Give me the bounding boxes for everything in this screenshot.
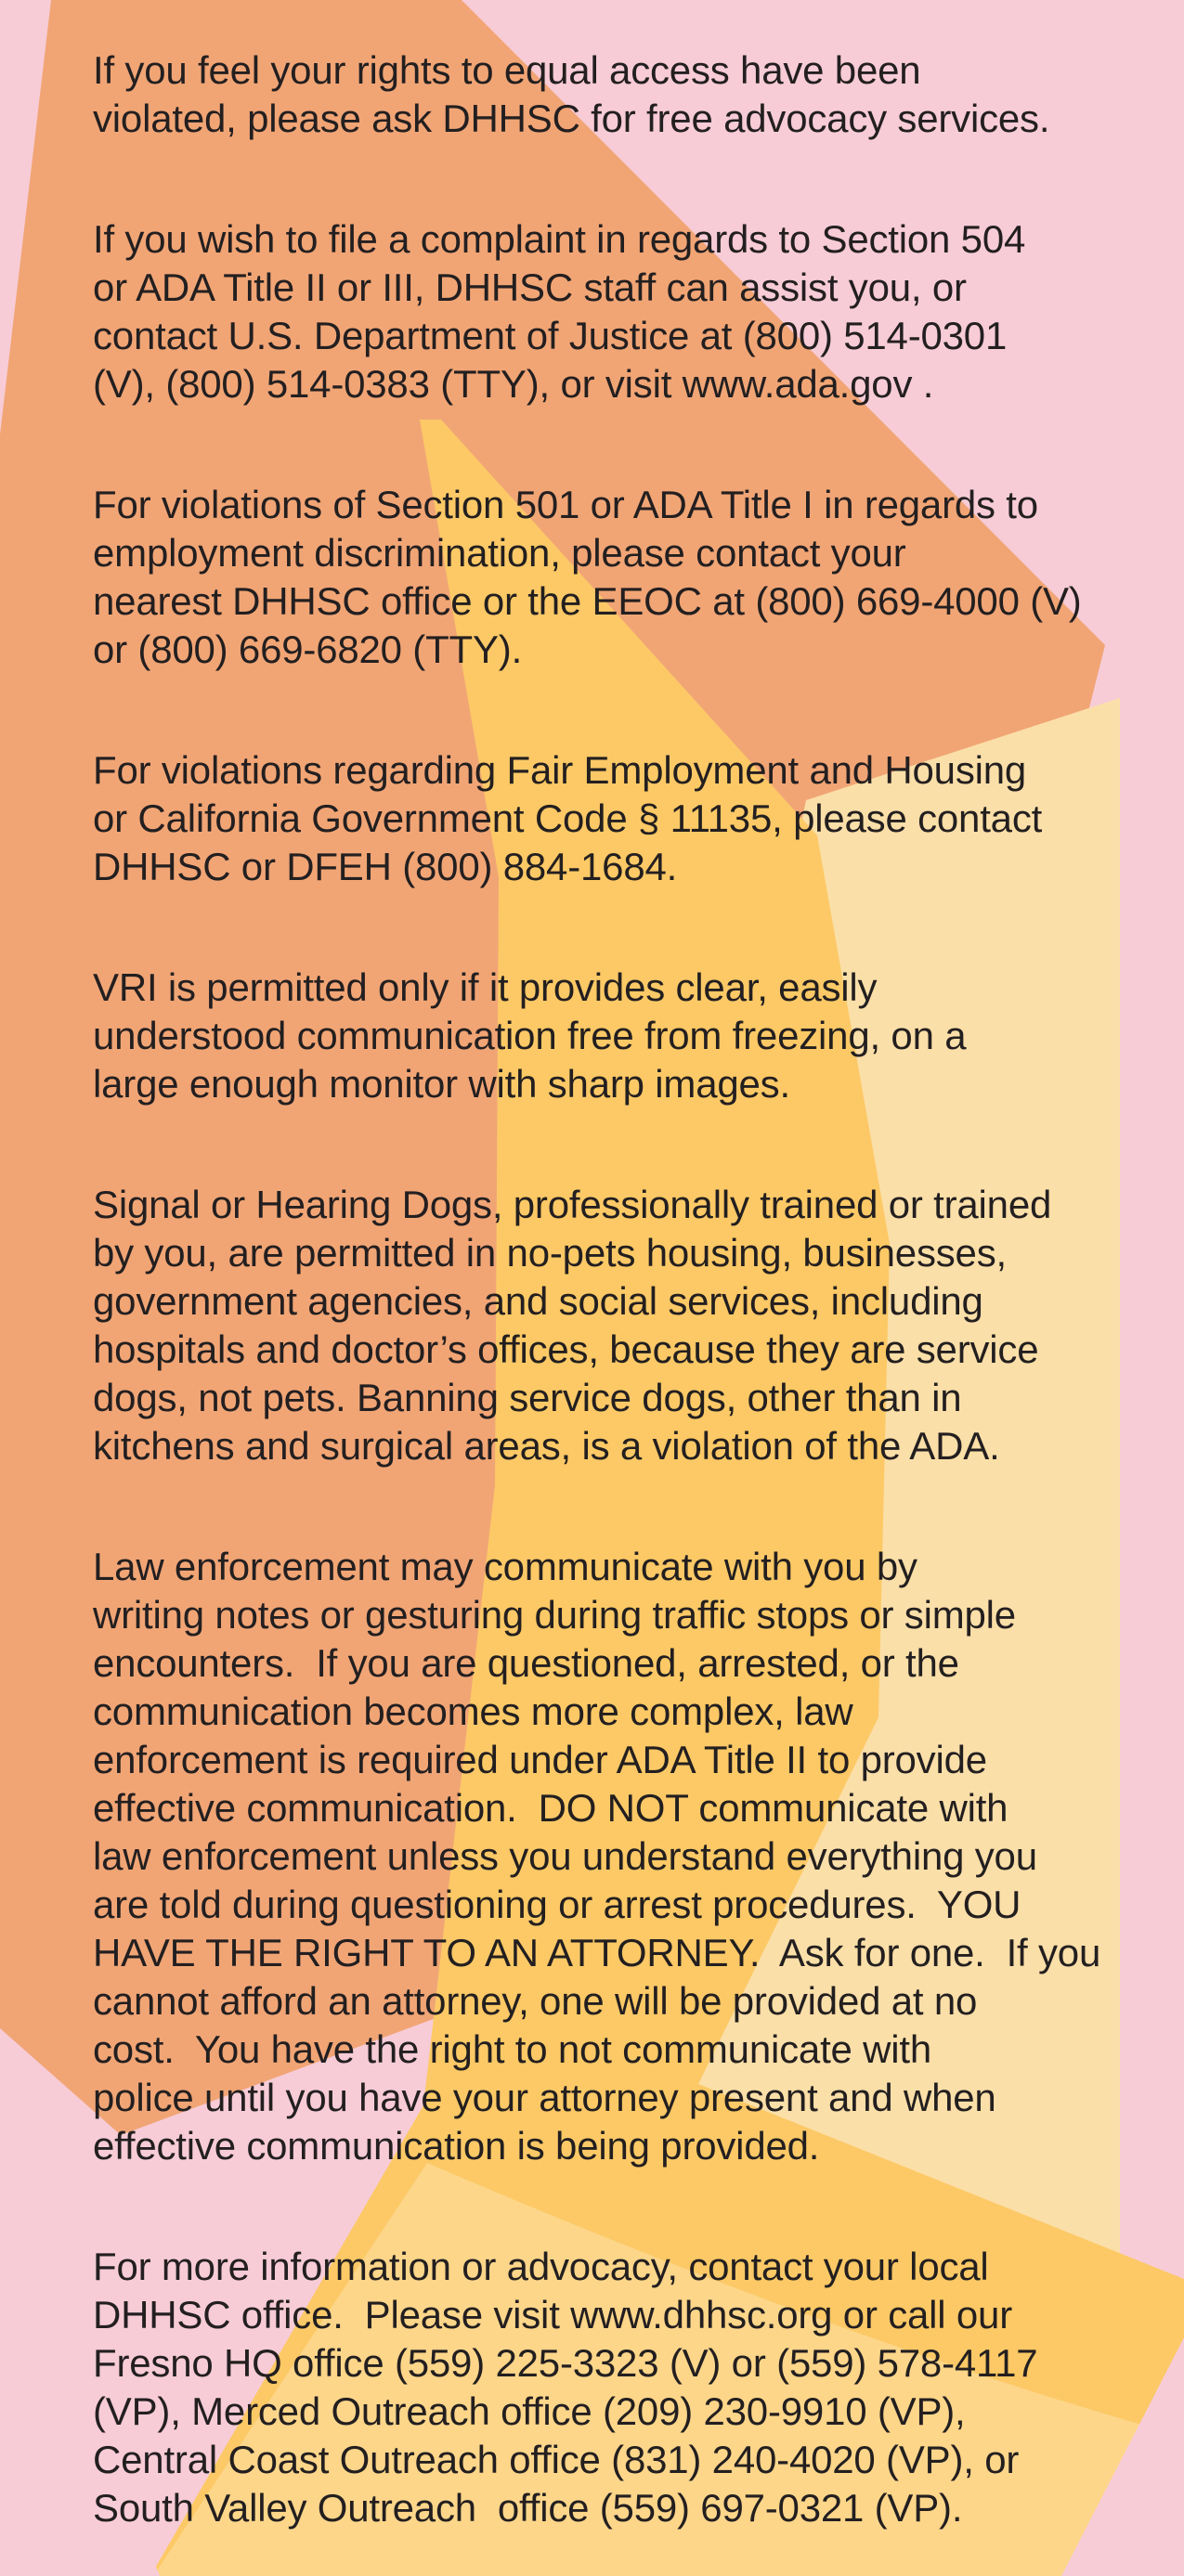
text-line: law enforcement unless you understand everything you [93,1834,1037,1878]
text-line: or California Government Code § 11135, please contact [93,796,1043,840]
paragraph-more-info-offices [93,2243,1110,2532]
text-line: DHHSC office. Please visit www.dhhsc.org or call our [93,2293,1012,2337]
text-line: DHHSC or DFEH (800) 884-1684. [93,845,678,888]
text-line: If you wish to file a complaint in regards to Section 504 [93,217,1026,261]
text-line: communication becomes more complex, law [93,1689,853,1733]
text-line: South Valley Outreach office (559) 697-0321 (VP). [93,2486,963,2530]
text-line: HAVE THE RIGHT TO AN ATTORNEY. Ask for one. If you [93,1931,1101,1974]
paragraph-law-enforcement [93,1543,1110,2170]
text-line: Signal or Hearing Dogs, professionally trained or trained [93,1183,1052,1226]
text-line: or (800) 669-6820 (TTY). [93,628,523,671]
text-line: (V), (800) 514-0383 (TTY), or visit www.ada.gov . [93,362,934,406]
text-block [93,46,1110,2532]
text-line: dogs, not pets. Banning service dogs, other than in [93,1376,962,1419]
paragraph-section-501 [93,481,1110,674]
text-line: contact U.S. Department of Justice at (800) 514-0301 [93,314,1008,357]
text-line: For violations of Section 501 or ADA Title I in regards to [93,483,1038,526]
text-line: encounters. If you are questioned, arrested, or the [93,1641,959,1685]
paragraph-fair-employment [93,746,1110,891]
text-line: For violations regarding Fair Employment and Housing [93,748,1027,792]
paragraph-complaint-504 [93,215,1110,408]
text-line: cannot afford an attorney, one will be provided at no [93,1979,978,2023]
paragraph-advocacy [93,46,1110,143]
text-line: large enough monitor with sharp images. [93,1062,790,1106]
text-line: government agencies, and social services, including [93,1279,983,1323]
text-line: Fresno HQ office (559) 225-3323 (V) or (559) 578-4117 [93,2341,1038,2385]
text-line: effective communication is being provided. [93,2124,820,2168]
text-line: kitchens and surgical areas, is a violation of the ADA. [93,1424,1000,1468]
text-line: Central Coast Outreach office (831) 240-4020 (VP), or [93,2438,1020,2481]
paragraph-vri [93,964,1110,1108]
text-line: understood communication free from freezing, on a [93,1014,967,1057]
text-line: cost. You have the right to not communicate with [93,2027,932,2071]
text-line: enforcement is required under ADA Title II to provide [93,1738,987,1781]
text-line: or ADA Title II or III, DHHSC staff can assist you, or [93,265,967,309]
text-line: VRI is permitted only if it provides clear, easily [93,965,878,1009]
text-line: violated, please ask DHHSC for free advocacy services. [93,97,1050,140]
text-line: employment discrimination, please contact your [93,531,906,575]
text-line: writing notes or gesturing during traffic stops or simple [93,1593,1016,1637]
text-line: For more information or advocacy, contact your local [93,2245,989,2288]
text-line: police until you have your attorney present and when [93,2076,996,2119]
text-line: If you feel your rights to equal access have been [93,48,921,92]
paragraph-service-dogs [93,1181,1110,1470]
text-line: Law enforcement may communicate with you by [93,1545,917,1588]
text-line: nearest DHHSC office or the EEOC at (800) 669-4000 (V) [93,579,1082,623]
text-line: (VP), Merced Outreach office (209) 230-9910 (VP), [93,2389,966,2433]
text-line: by you, are permitted in no-pets housing, businesses, [93,1231,1007,1275]
text-line: effective communication. DO NOT communicate with [93,1786,1008,1830]
text-line: are told during questioning or arrest procedures. YOU [93,1883,1021,1926]
text-line: hospitals and doctor’s offices, because they are service [93,1327,1039,1371]
